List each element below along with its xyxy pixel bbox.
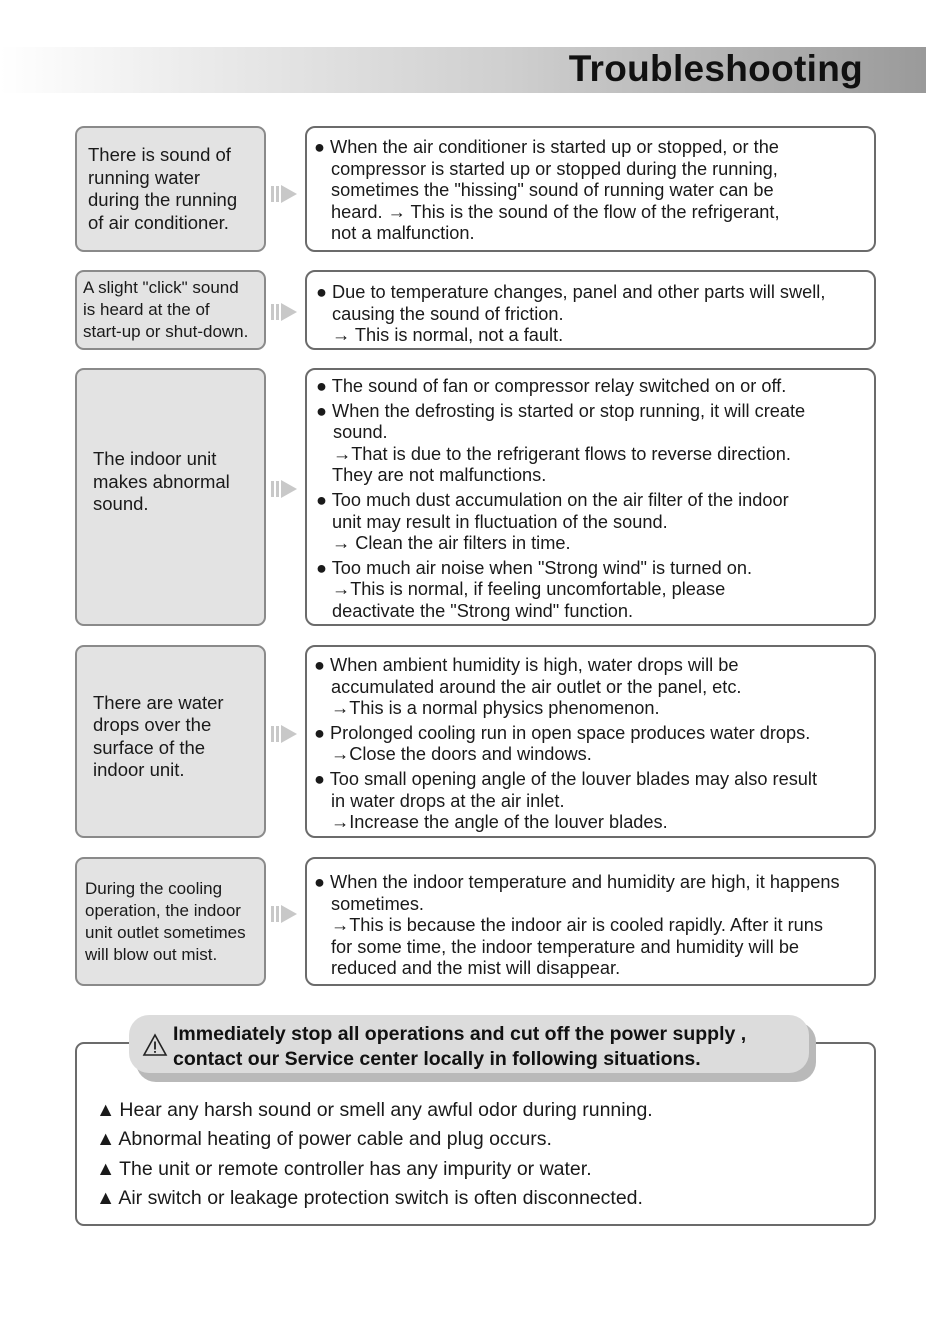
list-item: ▲ Abnormal heating of power cable and plug occurs. [96,1125,653,1154]
problem-box-water-drops [75,645,266,838]
answer-box-abnormal-sound: ● The sound of fan or compressor relay switched on or off. ● When the defrosting is started or stop running, it will create sound. →That is due to the refrigerant flows to reverse direction. They are not malfunctions. ● Too much dust accumulation on the air filter of the indoor unit may result in fluctuation of the sound. → Clean the air filters in time. ● Too much air noise when "Strong wind" is turned on. →This is normal, if feeling uncomfortable, please deactivate the "Strong wind" function. [305,368,876,626]
problem-text: During the cooling operation, the indoor unit outlet sometimes will blow out mist. [85,878,246,964]
problem-text: There are water drops over the surface of the indoor unit. [93,691,224,780]
problem-text: A slight "click" sound is heard at the of start-up or shut-down. [83,278,249,341]
problem-text: There is sound of running water during the running of air conditioner. [88,144,238,233]
list-item: ▲ Hear any harsh sound or smell any awful odor during running. [96,1096,653,1125]
answer-box-running-water: ● When the air conditioner is started up or stopped, or the compressor is started up or stopped during the running, sometimes the "hissing" sound of running water can be heard. → This is the sound of the flow of the refrigerant, not a malfunction. [305,126,876,252]
answer-box-mist: ● When the indoor temperature and humidity are high, it happens sometimes. →This is because the indoor air is cooled rapidly. After it runs for some time, the indoor temperature and humidity will be reduced and the mist will disappear. [305,857,876,986]
triangle-bullet-icon: ▲ [96,1128,116,1151]
arrow-icon [271,478,301,500]
warning-title: Immediately stop all operations and cut off the power supply , contact our Service center locally in following situations. [173,1023,747,1070]
list-item: ▲ Air switch or leakage protection switch is often disconnected. [96,1184,653,1213]
problem-box-running-water [75,126,266,252]
page-title: Troubleshooting [568,48,863,89]
warning-icon [142,1033,168,1057]
list-item: ▲ The unit or remote controller has any impurity or water. [96,1155,653,1184]
answer-box-water-drops: ● When ambient humidity is high, water drops will be accumulated around the air outlet or the panel, etc. →This is a normal physics phenomenon. ● Prolonged cooling run in open space produces water drops. →Close the doors and windows. ● Too small opening angle of the louver blades may also result in water drops at the air inlet. →Increase the angle of the louver blades. [305,645,876,838]
arrow-icon [271,723,301,745]
triangle-bullet-icon: ▲ [96,1099,116,1121]
problem-box-mist [75,857,266,986]
problem-box-click-sound [75,270,266,350]
arrow-icon [271,903,301,925]
triangle-bullet-icon: ▲ [96,1186,116,1209]
problem-box-abnormal-sound [75,368,266,626]
warning-list [96,1096,653,1213]
arrow-icon [271,301,301,323]
answer-box-click-sound: ● Due to temperature changes, panel and other parts will swell, causing the sound of friction. → This is normal, not a fault. [305,270,876,350]
arrow-icon [271,183,301,205]
problem-text: The indoor unit makes abnormal sound. [93,448,230,515]
triangle-bullet-icon: ▲ [96,1157,116,1180]
